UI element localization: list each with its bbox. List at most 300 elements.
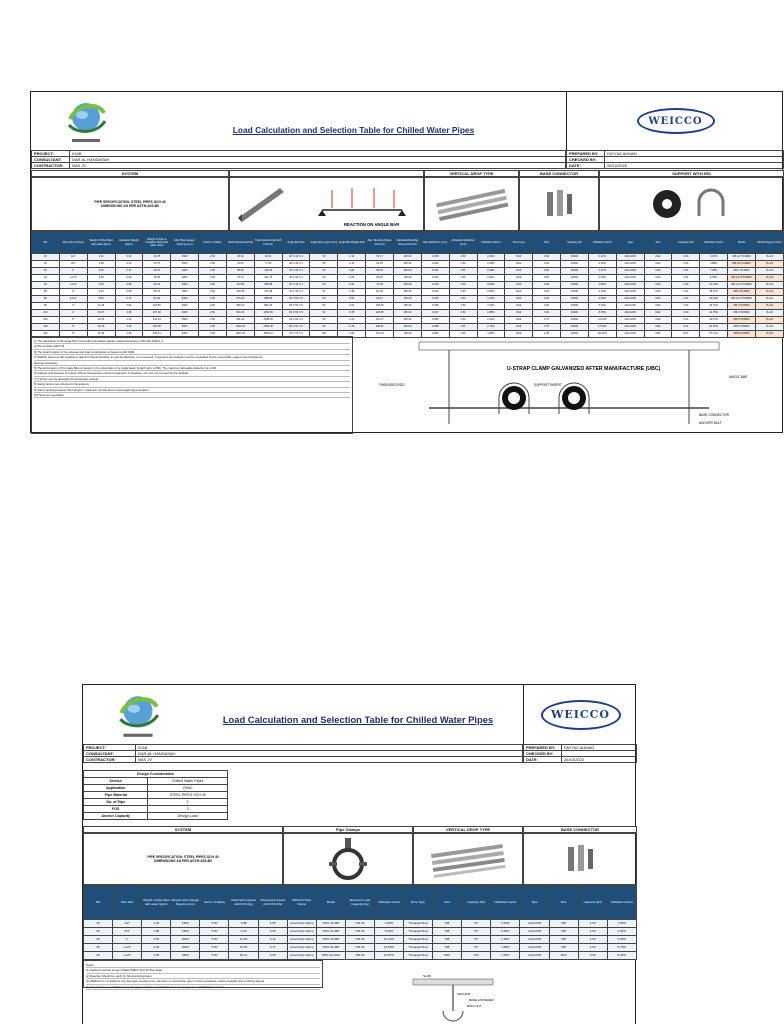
table-cell: 2000 <box>171 268 199 275</box>
section-clamps: Pipe Clamps <box>283 826 413 833</box>
table-cell: M20 <box>644 331 672 338</box>
section-system: SYSTEM <box>83 826 283 833</box>
table-cell: 300.58 <box>143 324 171 331</box>
table-cell: IS-1/2 <box>755 310 783 317</box>
table-cell: 1.25 <box>115 324 143 331</box>
table-cell: ANCHOR <box>520 952 549 960</box>
table-cell: 3.90% <box>374 920 403 928</box>
info-row <box>32 163 566 169</box>
table-cell: M10 <box>644 282 672 289</box>
table-cell: 50 <box>310 275 338 282</box>
table-cell: 11.29 <box>87 303 115 310</box>
table-cell: 4000 <box>171 331 199 338</box>
table-cell: 1837.24 <box>226 331 254 338</box>
info-label: CONSULTANT: <box>32 157 70 163</box>
table-cell: 2.00 <box>672 254 700 261</box>
table-cell: 165.00 <box>393 317 421 324</box>
table-cell: 50 X 50 X 5 <box>282 296 310 303</box>
table-cell: Threaded Rod <box>404 936 433 944</box>
info-row <box>524 757 637 763</box>
table-cell: 6" <box>59 324 87 331</box>
design-value: 1 <box>148 799 228 806</box>
table-cell: Threaded Rod <box>404 952 433 960</box>
table-cell: 2000 <box>171 944 200 952</box>
table-cell: 688.65 <box>254 296 282 303</box>
table-cell: 2-1/2" <box>59 296 87 303</box>
table-row <box>32 296 784 303</box>
table-cell: 3/4" <box>113 928 142 936</box>
table-cell: M10 <box>644 275 672 282</box>
table-cell: 4.59% <box>588 296 616 303</box>
table-cell: IS-1/4 <box>755 282 783 289</box>
table-cell: 125.00 <box>345 928 374 936</box>
table-cell: 40.57% <box>700 317 728 324</box>
table-cell: 45.34 <box>87 331 115 338</box>
table-row <box>32 261 784 268</box>
table-cell: RB-1-1/4"X13MM <box>728 275 756 282</box>
table-cell: 2.50 <box>449 331 477 338</box>
table-cell: 1500 <box>171 261 199 268</box>
table-cell: 275.46 <box>226 296 254 303</box>
table-cell: 2.50 <box>449 303 477 310</box>
table-cell: 2500 <box>171 952 200 960</box>
table-cell: ANCHOR <box>616 275 644 282</box>
table-cell: 15000 <box>561 331 589 338</box>
table-cell: 0.009 <box>421 261 449 268</box>
sheet-title: Load Calculation and Selection Table for Chilled Water Pipes <box>222 714 494 725</box>
table-cell: 15000 <box>561 317 589 324</box>
table-cell: M8 <box>433 920 462 928</box>
table-cell: 0.65 <box>115 289 143 296</box>
table-cell: 50.17 <box>366 254 394 261</box>
table-cell: 59.74 <box>143 289 171 296</box>
drawing-label: ANGLE BAR <box>728 375 747 379</box>
design-heading: Design Consideration <box>84 771 228 778</box>
design-consideration-table <box>83 770 228 820</box>
table-cell: 0.43 <box>115 261 143 268</box>
table-cell: 1.36% <box>491 936 520 944</box>
table-cell: 2.50 <box>199 317 227 324</box>
table-cell: 4" <box>59 310 87 317</box>
table-cell: M8 <box>433 944 462 952</box>
table-cell: Lined Split Clamp <box>287 928 316 936</box>
table-cell: M10 <box>644 289 672 296</box>
table-cell: 52.18 <box>366 261 394 268</box>
table-header-row <box>84 886 637 920</box>
table-cell: 0.48% <box>477 268 505 275</box>
table-cell: 1.10 <box>115 317 143 324</box>
sheet-title: Load Calculation and Selection Table for Chilled Water Pipes <box>232 125 475 135</box>
table-cell: 0.016 <box>421 275 449 282</box>
table-cell: 8.44% <box>607 952 636 960</box>
design-key: FOS <box>84 806 148 813</box>
column-header: Angle Bar Weight (kN) <box>338 232 366 254</box>
pipe-spec-dims: DIMENSIONS AS PER ASTM A53-B0 <box>101 204 159 208</box>
table-cell: 6.78% <box>607 944 636 952</box>
column-header: Size <box>533 232 561 254</box>
table-cell: 8.00 <box>672 331 700 338</box>
table-cell: M12 <box>644 310 672 317</box>
table-cell: 50 <box>310 261 338 268</box>
table-cell: 2500 <box>171 289 199 296</box>
table-cell: 2.50 <box>449 317 477 324</box>
table-cell: 1500 <box>171 254 199 261</box>
table-cell: 5.44 <box>87 289 115 296</box>
table-cell: 149.35 <box>226 289 254 296</box>
table-cell: 1.30 <box>142 920 171 928</box>
globe-logo <box>31 92 141 150</box>
table-cell: 165.00 <box>393 310 421 317</box>
column-header: Capacity (N) <box>561 232 589 254</box>
table-cell: 1.20% <box>477 296 505 303</box>
table-cell: 0.47 <box>115 268 143 275</box>
column-header: Utilization Factor <box>477 232 505 254</box>
column-header: Weight of Pipe filled with water (kg/m) <box>142 886 171 920</box>
table-cell: 9.0 <box>462 928 491 936</box>
table-cell: 9.0 <box>462 920 491 928</box>
table-cell: 2.50 <box>578 944 607 952</box>
table-cell: 15000 <box>561 310 589 317</box>
column-header: Max Pipe Hanger Spacing (mm) <box>171 232 199 254</box>
table-cell: 0.50 <box>338 296 366 303</box>
table-cell: 2.50 <box>199 296 227 303</box>
column-header: Utilization Factor <box>491 886 520 920</box>
table-cell: 50 <box>310 296 338 303</box>
table-cell: 100 <box>310 331 338 338</box>
table-cell: 92.41 <box>366 296 394 303</box>
info-row <box>567 163 784 169</box>
table-cell: 5.00 <box>672 317 700 324</box>
column-header: Utilization Factor <box>607 886 636 920</box>
table-cell: 25 <box>32 268 60 275</box>
table-cell: 2.50 <box>199 324 227 331</box>
table-cell: ANCHOR <box>616 282 644 289</box>
threaded-rod-cell <box>413 833 523 885</box>
table-cell: 1.25 <box>338 324 366 331</box>
table-cell: 16.07 <box>87 310 115 317</box>
table-cell: 91.82 <box>143 296 171 303</box>
note-line: Notes: <box>86 963 320 968</box>
table-cell: 125 <box>32 317 60 324</box>
table-cell: RB-8"X25MM <box>728 331 756 338</box>
table-cell: M16 <box>644 324 672 331</box>
table-cell: 5" <box>59 317 87 324</box>
globe-logo-icon <box>64 95 108 147</box>
table-cell: ANCHOR <box>520 936 549 944</box>
table-cell: 118.80 <box>143 303 171 310</box>
table-cell: 62.91 <box>254 254 282 261</box>
table-cell: 2.50 <box>87 268 115 275</box>
table-cell: 3.28% <box>477 331 505 338</box>
info-label: PREPARED BY: <box>524 745 562 751</box>
table-cell: 10.00% <box>374 936 403 944</box>
column-header: Allowable Bending Stress (N/mm2) <box>393 232 421 254</box>
table-cell: ANCHOR <box>520 928 549 936</box>
table-cell: RB-5"X25MM <box>728 317 756 324</box>
note-line: (4) Any of these is not liable for any damages or failure of installation due to improper use of WEICCO products. <box>86 985 320 990</box>
column-header: DN <box>84 886 113 920</box>
table-cell: 0.38 <box>338 289 366 296</box>
table-cell: 1.89% <box>588 282 616 289</box>
table-cell: 3/4" <box>59 261 87 268</box>
table-cell: M16 <box>505 324 533 331</box>
table-cell: IS-1/2 <box>755 303 783 310</box>
table-cell: 165.00 <box>393 331 421 338</box>
table-cell: M10 <box>505 254 533 261</box>
table-cell: 165.00 <box>393 324 421 331</box>
design-row <box>84 813 228 820</box>
table-cell: 1.80 <box>338 331 366 338</box>
table-cell: 2.00 <box>672 296 700 303</box>
table-cell: 3.88% <box>700 261 728 268</box>
table-cell: 1.85% <box>491 944 520 952</box>
table-cell: 63 X 63 X 6 <box>282 317 310 324</box>
table-cell: 0.60 <box>533 282 561 289</box>
table-cell: 45.42 <box>143 282 171 289</box>
table-cell: RB-1"X13MM <box>728 268 756 275</box>
section-base: BASE CONNECTOR <box>519 170 599 177</box>
table-cell: 2.50 <box>200 944 229 952</box>
table-cell: M12 <box>644 303 672 310</box>
drawing-label: THREADED ROD <box>378 383 405 387</box>
table-cell: 165.00 <box>393 261 421 268</box>
table-cell: 3.39 <box>87 275 115 282</box>
table-cell: M8 <box>433 936 462 944</box>
table-cell: 2.00 <box>672 282 700 289</box>
table-cell: 0.20 <box>338 268 366 275</box>
table-cell: IS-1/4 <box>755 268 783 275</box>
table-cell: M20 <box>505 331 533 338</box>
table-cell: 3500 <box>171 317 199 324</box>
table-cell: 1500 <box>171 920 200 928</box>
note-line: (1) Applied Load are as per STEEL PIPES SCH 40 Pipe Data <box>86 968 320 973</box>
table-cell: M16 <box>505 317 533 324</box>
table-cell: 2.50 <box>449 296 477 303</box>
table-cell: 8.62 <box>87 296 115 303</box>
pipe-spec-cell <box>31 177 229 231</box>
table-cell: 0.60 <box>533 296 561 303</box>
table-cell: 0.97% <box>588 268 616 275</box>
table-cell: M12 <box>505 303 533 310</box>
table-cell: 161.20 <box>366 331 394 338</box>
table-cell: 3000 <box>171 303 199 310</box>
weicco-logo: WEICCO <box>637 108 715 134</box>
table-cell: 125.00 <box>345 920 374 928</box>
table-cell: 9.0 <box>462 944 491 952</box>
pipe-clamp-icon <box>323 836 373 882</box>
table-cell: ANCHOR <box>616 324 644 331</box>
column-header: Size <box>433 886 462 920</box>
table-cell: 0.030 <box>421 296 449 303</box>
table-cell: RB-4"X25MM <box>728 310 756 317</box>
note-line: 2) We consider 100% fill. <box>34 344 350 349</box>
installation-drawing-cell <box>383 965 543 1025</box>
table-cell: 20 <box>32 261 60 268</box>
table-cell: M10 <box>505 261 533 268</box>
table-cell: 57.41% <box>700 331 728 338</box>
table-cell: 2.32% <box>477 317 505 324</box>
table-cell: M10 <box>505 268 533 275</box>
table-cell: 9.0 <box>462 936 491 944</box>
table-cell: M10 <box>644 254 672 261</box>
table-cell: WSC 15-M8 <box>316 920 345 928</box>
brand-box <box>523 685 637 744</box>
table-cell: 50 <box>310 254 338 261</box>
table-cell: 2000 <box>171 275 199 282</box>
info-value: DAR AL HANDASAH <box>136 751 523 757</box>
table-cell: 0.52 <box>115 275 143 282</box>
pipe-spec-cell <box>83 833 283 885</box>
table-cell: 0.69% <box>491 928 520 936</box>
table-cell: 50 <box>310 317 338 324</box>
table-cell: 15000 <box>561 289 589 296</box>
table-cell: 3.39 <box>142 944 171 952</box>
table-cell: 2.50 <box>449 275 477 282</box>
table-cell: 32 <box>84 944 113 952</box>
table-cell: ANCHOR <box>616 254 644 261</box>
table-cell: 1252.50 <box>254 310 282 317</box>
table-cell: 0.52% <box>588 261 616 268</box>
table-row <box>32 289 784 296</box>
table-cell: RB-2-1/2"X25MM <box>728 296 756 303</box>
column-header: Angle Bar Size <box>282 232 310 254</box>
design-key: Service <box>84 778 148 785</box>
table-cell: 2.50 <box>449 261 477 268</box>
table-cell: 29.39 <box>87 324 115 331</box>
table-cell: 50 X 50 X 5 <box>282 310 310 317</box>
table-cell: 356.40 <box>226 303 254 310</box>
table-row <box>32 275 784 282</box>
table-cell: Threaded Rod <box>404 920 433 928</box>
table-cell: 1.52% <box>477 303 505 310</box>
table-cell: 4.88 <box>229 920 258 928</box>
table-cell: 1.31 <box>87 254 115 261</box>
table-cell: 0.40 <box>115 254 143 261</box>
threaded-rod-icon <box>426 839 510 879</box>
table-cell: M10 <box>505 275 533 282</box>
table-cell: 0.05 <box>258 920 287 928</box>
beam-caption: REACTION ON ANGLE BAR <box>343 222 399 227</box>
design-value: 2 <box>148 806 228 813</box>
table-cell: 0.60 <box>533 254 561 261</box>
table-cell: 0.96% <box>477 289 505 296</box>
table-cell: 0.60 <box>533 268 561 275</box>
table-cell: ANCHOR <box>616 289 644 296</box>
table-cell: 2.45 <box>533 331 561 338</box>
table-cell: ANCHOR <box>616 331 644 338</box>
column-header: Require Pipe Hanger Spacing (mm) <box>171 886 200 920</box>
table-cell: 150 <box>32 324 60 331</box>
table-cell: 2.50 <box>199 254 227 261</box>
table-cell: 3000 <box>171 310 199 317</box>
table-cell: 15000 <box>561 254 589 261</box>
info-row <box>84 757 523 763</box>
base-connector-icon <box>560 839 600 879</box>
table-cell: 2.50 <box>142 936 171 944</box>
section-drop: VERTICAL DROP TYPE <box>424 170 519 177</box>
column-header: Drop Type <box>404 886 433 920</box>
info-label: CONTRACTOR: <box>84 757 136 763</box>
table-cell: 34.43% <box>700 296 728 303</box>
load-table-1 <box>31 231 784 338</box>
table-cell: 2.50 <box>200 920 229 928</box>
table-cell: Threaded Rod <box>404 928 433 936</box>
table-cell: 7.28% <box>700 268 728 275</box>
table-cell: 38.35 <box>143 275 171 282</box>
table-cell: 3.15% <box>700 254 728 261</box>
table-cell: 0.038 <box>421 303 449 310</box>
table-cell: 1" <box>113 936 142 944</box>
section-support: SUPPORT WITH RSI <box>599 170 784 177</box>
table-cell: IS-1/4 <box>755 275 783 282</box>
table-cell: 283.88 <box>254 282 282 289</box>
column-header: Maximum Load Capacity (kg) <box>345 886 374 920</box>
table-cell: 1-1/2" <box>59 282 87 289</box>
table-cell: WSC 40-M10 <box>316 952 345 960</box>
table-cell: 3500 <box>171 324 199 331</box>
table-cell: 0.82 <box>115 303 143 310</box>
support-cell <box>599 177 784 231</box>
note-line: 4) Stability issues as flat buckling or lateral torsional buckling, as well as distortion is not covered. If required, the analysis must be conducted by the responsible engineer and bridged as <box>34 355 350 360</box>
project-info-table <box>31 150 566 169</box>
column-header: Utilization Factor <box>588 232 616 254</box>
table-cell: IS-1/4 <box>755 254 783 261</box>
weicco-logo: WEICCO <box>541 700 621 730</box>
section-angle <box>229 170 424 177</box>
column-header: Model Support Insert <box>755 232 783 254</box>
pipe-spec-dims: DIMENSIONS AS PER ASTM A53-B0 <box>154 859 212 863</box>
table-cell: 459.31 <box>143 331 171 338</box>
table-cell: 1.95% <box>607 920 636 928</box>
table-cell: 32 <box>32 275 60 282</box>
table-cell: 2.52% <box>607 928 636 936</box>
table-cell: RB-1-1/2"X13MM <box>728 282 756 289</box>
column-header: Type <box>616 232 644 254</box>
drawing-caption: U-STRAP CLAMP GALVANIZED AFTER MANUFACTURE (UBC) <box>506 366 660 372</box>
table-cell: 50 <box>310 268 338 275</box>
table-cell: IS-3/4 <box>755 331 783 338</box>
table-cell: 2.00 <box>672 261 700 268</box>
angle-bar-icon <box>238 188 284 222</box>
table-cell: 2.50 <box>449 268 477 275</box>
table-cell: 0.25 <box>338 275 366 282</box>
table-cell: 501.00 <box>226 310 254 317</box>
installation-drawing <box>359 338 779 432</box>
info-value: FAYYAZ AHMAD <box>562 745 637 751</box>
notes-box <box>31 336 353 434</box>
table-cell: 15 <box>84 920 113 928</box>
installation-drawing <box>383 965 543 1025</box>
table-cell: 158.92 <box>366 324 394 331</box>
table-cell: ANCHOR <box>616 268 644 275</box>
threaded-rod-icon <box>432 184 512 224</box>
table-row <box>32 268 784 275</box>
table-cell: 125.00 <box>345 944 374 952</box>
table-cell: 373.38 <box>254 289 282 296</box>
threaded-rod-cell <box>424 177 519 231</box>
table-cell: 165.00 <box>393 289 421 296</box>
table-cell: 2.50 <box>200 952 229 960</box>
table-cell: 40 <box>32 282 60 289</box>
table-cell: 15000 <box>561 324 589 331</box>
table-cell: RB-1/2"X13MM <box>728 254 756 261</box>
table-cell: M8 <box>549 936 578 944</box>
table-cell: M8 <box>433 928 462 936</box>
table-cell: IS-1/2 <box>755 317 783 324</box>
table-cell: 77.63 <box>254 261 282 268</box>
table-cell: 2.50 <box>199 310 227 317</box>
installation-drawing-cell <box>353 336 784 434</box>
